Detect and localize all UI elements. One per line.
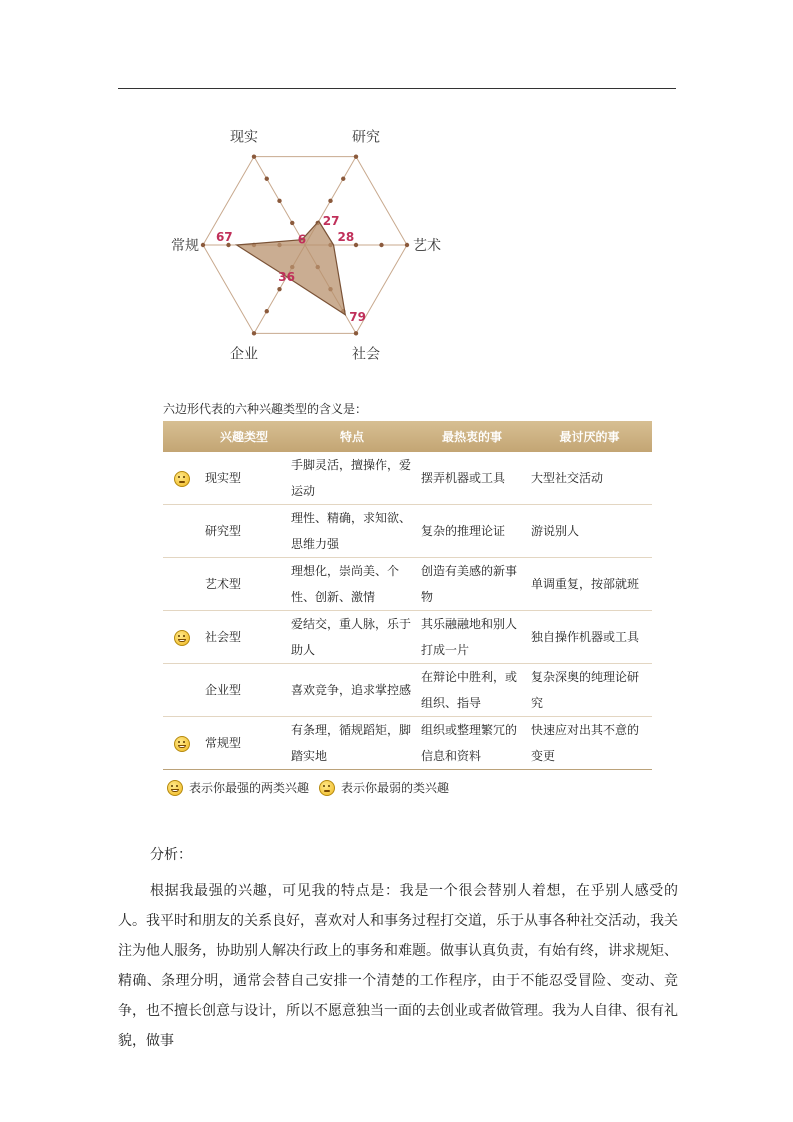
radar-tick-dot bbox=[379, 243, 383, 247]
header-type: 兴趣类型 bbox=[201, 421, 287, 452]
radar-value-label: 79 bbox=[349, 309, 366, 324]
header-favorite: 最热衷的事 bbox=[417, 421, 527, 452]
favorite-cell: 组织或整理繁冗的信息和资料 bbox=[417, 717, 527, 770]
radar-axis-label: 研究 bbox=[352, 129, 380, 146]
dislike-cell: 独自操作机器或工具 bbox=[527, 611, 652, 664]
radar-tick-dot bbox=[252, 154, 256, 158]
weak-interest-face-icon bbox=[319, 780, 335, 796]
weak-interest-face-icon bbox=[174, 471, 190, 487]
header-icon bbox=[163, 421, 201, 452]
legend-strong-text: 表示你最强的两类兴趣 bbox=[189, 781, 310, 795]
interest-radar-chart bbox=[160, 120, 460, 370]
type-cell: 艺术型 bbox=[201, 558, 287, 611]
header-traits: 特点 bbox=[287, 421, 417, 452]
header-rule bbox=[118, 88, 676, 89]
header-dislike: 最讨厌的事 bbox=[527, 421, 652, 452]
favorite-cell: 其乐融融地和别人打成一片 bbox=[417, 611, 527, 664]
legend-weak-text: 表示你最弱的类兴趣 bbox=[341, 781, 450, 795]
type-cell: 企业型 bbox=[201, 664, 287, 717]
favorite-cell: 摆弄机器或工具 bbox=[417, 452, 527, 505]
dislike-cell: 单调重复，按部就班 bbox=[527, 558, 652, 611]
radar-tick-dot bbox=[265, 309, 269, 313]
traits-cell: 喜欢竞争，追求掌控感 bbox=[287, 664, 417, 717]
radar-value-label: 36 bbox=[278, 269, 295, 284]
radar-tick-dot bbox=[201, 243, 205, 247]
type-cell: 现实型 bbox=[201, 452, 287, 505]
radar-tick-dot bbox=[290, 221, 294, 225]
favorite-cell: 复杂的推理论证 bbox=[417, 505, 527, 558]
table-row bbox=[163, 717, 652, 770]
radar-axis-label: 现实 bbox=[230, 129, 258, 146]
radar-tick-dot bbox=[341, 177, 345, 181]
analysis-paragraph: 根据我最强的兴趣，可见我的特点是：我是一个很会替别人着想，在乎别人感受的人。我平时和朋友的关系良好，喜欢对人和事务过程打交道，乐于从事各种社交活动，我关注为他人服务，协助别人解决行政上的事务和难题。做事认真负责，有始有终，讲求规矩、精确、条理分明，通常会替自己安排一个清楚的工作程序，由于不能忍受冒险、变动、竞争，也不擅长创意与设计，所以不愿意独当一面的去创业或者做管理。我为人自律、很有礼貌，做事 bbox=[118, 883, 678, 1049]
strong-interest-face-icon bbox=[174, 630, 190, 646]
interest-type-table bbox=[163, 421, 652, 770]
dislike-cell: 快速应对出其不意的变更 bbox=[527, 717, 652, 770]
radar-data-area bbox=[237, 221, 346, 315]
type-cell: 研究型 bbox=[201, 505, 287, 558]
type-cell: 社会型 bbox=[201, 611, 287, 664]
traits-cell: 理性、精确，求知欲、思维力强 bbox=[287, 505, 417, 558]
radar-tick-dot bbox=[405, 243, 409, 247]
radar-tick-dot bbox=[277, 199, 281, 203]
table-row bbox=[163, 611, 652, 664]
radar-tick-dot bbox=[252, 331, 256, 335]
radar-tick-dot bbox=[328, 199, 332, 203]
table-row bbox=[163, 452, 652, 505]
radar-axis-label: 常规 bbox=[171, 238, 199, 254]
dislike-cell: 游说别人 bbox=[527, 505, 652, 558]
legend bbox=[167, 779, 449, 796]
radar-value-label: 28 bbox=[337, 230, 355, 244]
radar-tick-dot bbox=[354, 331, 358, 335]
radar-value-label: 27 bbox=[322, 214, 340, 229]
radar-axis-label: 艺术 bbox=[413, 238, 441, 254]
table-header-row bbox=[163, 421, 652, 452]
strong-interest-face-icon bbox=[174, 736, 190, 752]
strong-interest-face-icon bbox=[167, 780, 183, 796]
traits-cell: 有条理，循规蹈矩，脚踏实地 bbox=[287, 717, 417, 770]
traits-cell: 理想化，崇尚美、个性、创新、激情 bbox=[287, 558, 417, 611]
radar-tick-dot bbox=[354, 154, 358, 158]
favorite-cell: 在辩论中胜利，或组织、指导 bbox=[417, 664, 527, 717]
radar-tick-dot bbox=[277, 287, 281, 291]
dislike-cell: 大型社交活动 bbox=[527, 452, 652, 505]
radar-tick-dot bbox=[354, 243, 358, 247]
type-cell: 常规型 bbox=[201, 717, 287, 770]
analysis-label: 分析： bbox=[150, 847, 192, 863]
radar-axis-label: 企业 bbox=[230, 346, 258, 363]
table-row bbox=[163, 558, 652, 611]
table-row bbox=[163, 664, 652, 717]
radar-value-label: 6 bbox=[297, 232, 307, 247]
traits-cell: 手脚灵活，擅操作，爱运动 bbox=[287, 452, 417, 505]
radar-tick-dot bbox=[265, 177, 269, 181]
table-caption: 六边形代表的六种兴趣类型的含义是： bbox=[163, 402, 368, 416]
table-row bbox=[163, 505, 652, 558]
dislike-cell: 复杂深奥的纯理论研究 bbox=[527, 664, 652, 717]
traits-cell: 爱结交，重人脉，乐于助人 bbox=[287, 611, 417, 664]
radar-axis-label: 社会 bbox=[352, 346, 380, 363]
radar-value-label: 67 bbox=[215, 230, 233, 244]
favorite-cell: 创造有美感的新事物 bbox=[417, 558, 527, 611]
